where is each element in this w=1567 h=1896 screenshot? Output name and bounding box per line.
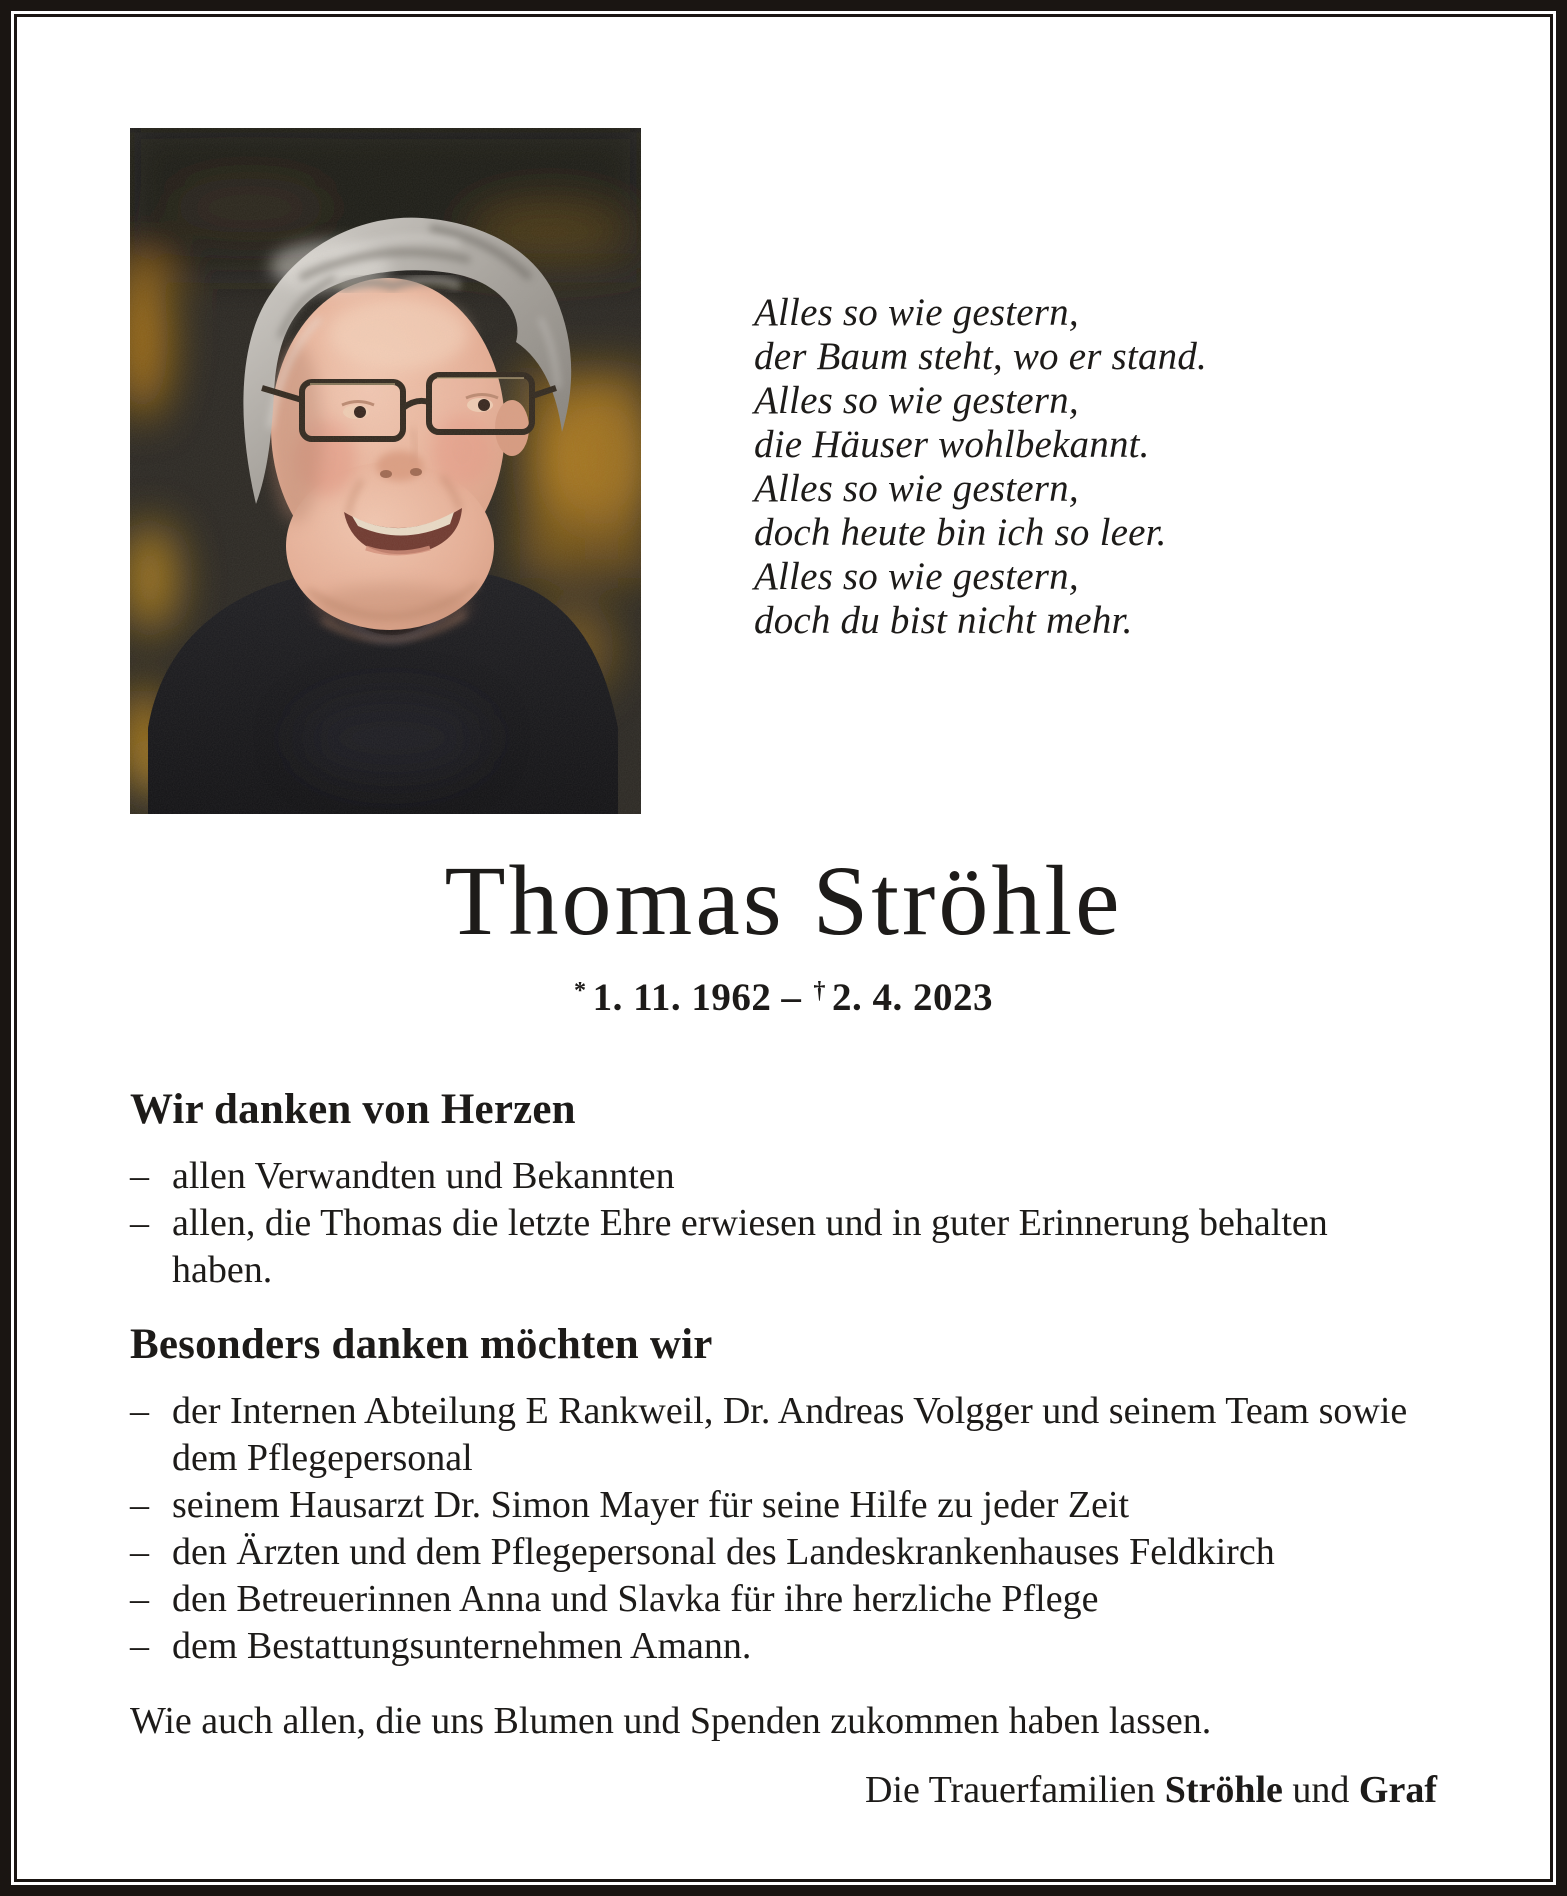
signature-family-1: Ströhle [1164, 1769, 1283, 1811]
list-item-text: dem Bestattungsunternehmen Amann. [172, 1625, 752, 1667]
thanks-list [130, 1153, 1437, 1294]
list-item [130, 1153, 1437, 1200]
date-separator: – [781, 976, 802, 1020]
list-item-text: seinem Hausarzt Dr. Simon Mayer für seine Hilfe zu jeder Zeit [172, 1484, 1130, 1526]
poem-line: Alles so wie gestern, [754, 555, 1079, 598]
bullet-dash: – [130, 1531, 149, 1573]
poem-line: die Häuser wohlbekannt. [754, 423, 1150, 466]
poem-line: Alles so wie gestern, [754, 379, 1079, 422]
death-date: 2. 4. 2023 [832, 976, 994, 1020]
signature-conjunction: und [1292, 1769, 1350, 1811]
closing-paragraph: Wie auch allen, die uns Blumen und Spenden zukommen haben lassen. [130, 1700, 1212, 1742]
poem-line: Alles so wie gestern, [754, 291, 1079, 334]
list-item-text: den Ärzten und dem Pflegepersonal des Landeskrankenhauses Feldkirch [172, 1531, 1275, 1573]
bullet-dash: – [130, 1578, 149, 1620]
list-item-text: der Internen Abteilung E Rankweil, Dr. Andreas Volgger und seinem Team sowie dem Pflegepersonal [172, 1390, 1408, 1479]
bullet-dash: – [130, 1155, 149, 1197]
special-thanks-list [130, 1388, 1437, 1670]
bullet-dash: – [130, 1202, 149, 1244]
list-item [130, 1200, 1437, 1294]
birth-date: 1. 11. 1962 [592, 976, 772, 1020]
list-item [130, 1388, 1437, 1482]
birth-symbol: * [573, 977, 587, 1004]
list-item-text: den Betreuerinnen Anna und Slavka für ihre herzliche Pflege [172, 1578, 1099, 1620]
poem-line: doch du bist nicht mehr. [754, 599, 1133, 642]
portrait-photo [130, 128, 641, 814]
list-item-text: allen Verwandten und Bekannten [172, 1155, 675, 1197]
section-heading-special-thanks: Besonders danken möchten wir [130, 1321, 713, 1368]
poem-line: der Baum steht, wo er stand. [754, 335, 1207, 378]
deceased-name: Thomas Ströhle [444, 845, 1123, 956]
bullet-dash: – [130, 1390, 149, 1432]
signature-line [130, 1767, 1437, 1814]
poem-line: Alles so wie gestern, [754, 467, 1079, 510]
thanks-content [130, 1085, 1437, 1814]
poem-line: doch heute bin ich so leer. [754, 511, 1167, 554]
list-item [130, 1576, 1437, 1623]
memorial-poem [754, 291, 1207, 643]
portrait-photo-illustration [130, 128, 641, 814]
signature-prefix: Die Trauerfamilien [864, 1769, 1156, 1811]
bullet-dash: – [130, 1484, 149, 1526]
signature-family-2: Graf [1358, 1769, 1437, 1811]
death-symbol: † [813, 977, 827, 1004]
bullet-dash: – [130, 1625, 149, 1667]
list-item [130, 1623, 1437, 1670]
life-dates [0, 968, 1567, 1021]
list-item-text: allen, die Thomas die letzte Ehre erwiesen und in guter Erinnerung behalten haben. [172, 1202, 1328, 1291]
section-heading-thanks: Wir danken von Herzen [130, 1086, 576, 1133]
list-item [130, 1482, 1437, 1529]
list-item [130, 1529, 1437, 1576]
